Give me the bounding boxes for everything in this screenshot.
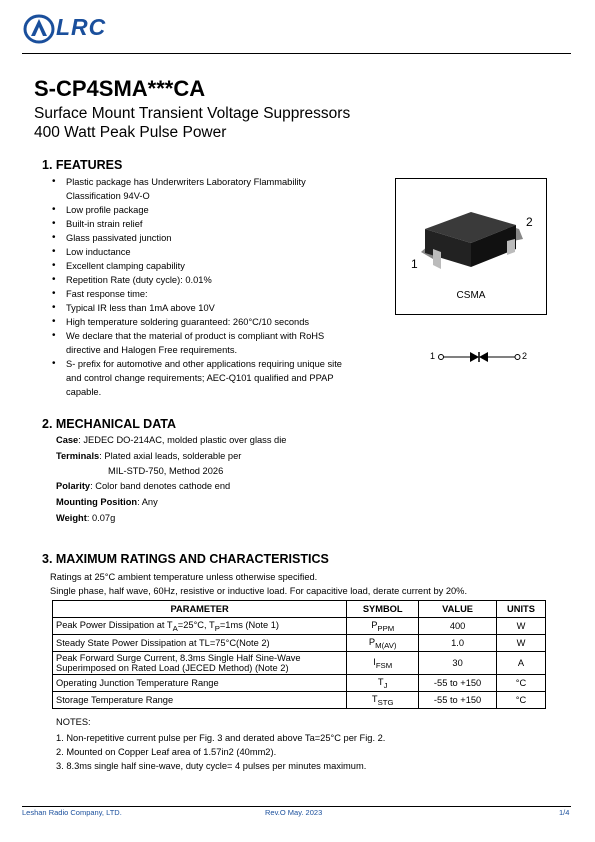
param-cell: Operating Junction Temperature Range xyxy=(53,675,347,692)
subtitle-2: 400 Watt Peak Pulse Power xyxy=(34,124,227,141)
symbol-sub: FSM xyxy=(375,660,393,670)
table-row xyxy=(53,618,546,635)
feature-item: • Built-in strain relief xyxy=(52,217,357,231)
ratings-table xyxy=(52,600,546,709)
mech-terminals-label: Terminals xyxy=(56,451,100,461)
features-heading: 1. FEATURES xyxy=(42,158,123,172)
param-sub: A xyxy=(172,623,178,633)
feature-item: • High temperature soldering guaranteed: 260°C/10 seconds xyxy=(52,315,357,329)
symbol-cell xyxy=(347,675,419,692)
feature-item: • Excellent clamping capability xyxy=(52,259,357,273)
header-value: VALUE xyxy=(419,601,497,618)
note-item: 2. Mounted on Copper Leaf area of 1.57in2 (40mm2). xyxy=(56,747,277,757)
param-line: Superimposed on Rated Load (JECED Method) (Note 2) xyxy=(56,663,289,673)
mech-case-label: Case xyxy=(56,435,79,445)
ratings-note-2: Single phase, half wave, 60Hz, resistive or inductive load. For capacitive load, derate current by 20%. xyxy=(50,586,468,596)
symbol-sub: PPM xyxy=(377,623,395,633)
header-symbol: SYMBOL xyxy=(347,601,419,618)
pin-2-label: 2 xyxy=(526,215,533,229)
unit-cell: W xyxy=(497,635,546,652)
mech-weight xyxy=(56,513,115,523)
table-header-row xyxy=(53,601,546,618)
mech-mounting-value: : Any xyxy=(137,497,158,507)
header-parameter: PARAMETER xyxy=(53,601,347,618)
param-cell: Storage Temperature Range xyxy=(53,692,347,709)
feature-item: • Plastic package has Underwriters Laboratory Flammability Classification 94V-O xyxy=(52,175,357,203)
ratings-note-1: Ratings at 25°C ambient temperature unless otherwise specified. xyxy=(50,572,318,582)
feature-item: • Typical IR less than 1mA above 10V xyxy=(52,301,357,315)
symbol-text: I xyxy=(373,656,376,667)
param-cell: Steady State Power Dissipation at TL=75°C(Note 2) xyxy=(53,635,347,652)
param-text: =25°C, T xyxy=(177,619,215,630)
mechanical-heading: 2. MECHANICAL DATA xyxy=(42,417,177,431)
mech-case xyxy=(56,435,286,445)
table-row xyxy=(53,635,546,652)
feature-item: • We declare that the material of product is compliant with RoHS directive and Halogen Free requirements. xyxy=(52,329,357,357)
symbol-text: T xyxy=(377,676,384,687)
footer-divider xyxy=(22,806,571,807)
value-cell: -55 to +150 xyxy=(419,675,497,692)
symbol-cell xyxy=(347,618,419,635)
param-cell xyxy=(53,618,347,635)
symbol-text: P xyxy=(371,619,378,630)
mech-polarity xyxy=(56,481,230,491)
header-units: UNITS xyxy=(497,601,546,618)
footer-company: Leshan Radio Company, LTD. xyxy=(22,808,122,817)
features-list xyxy=(52,175,357,399)
param-text: Peak Power Dissipation at T xyxy=(56,619,173,630)
csma-package-icon xyxy=(411,197,531,277)
pin-1-label: 1 xyxy=(411,257,418,271)
note-item: 3. 8.3ms single half sine-wave, duty cycle= 4 pulses per minutes maximum. xyxy=(56,761,367,771)
subtitle-1: Surface Mount Transient Voltage Suppressors xyxy=(34,105,351,122)
footer-revision: Rev.O May. 2023 xyxy=(265,808,323,817)
value-cell: -55 to +150 xyxy=(419,692,497,709)
symbol-sub: M(AV) xyxy=(375,640,397,650)
unit-cell: A xyxy=(497,652,546,675)
feature-item: • S- prefix for automotive and other applications requiring unique site and control change requirements; AEC-Q101 qualified and PPAP capable. xyxy=(52,357,357,399)
unit-cell: W xyxy=(497,618,546,635)
symbol-sub: J xyxy=(383,680,388,690)
logo-text: LRC xyxy=(56,14,107,40)
page-title: S-CP4SMA***CA xyxy=(34,76,206,101)
table-row xyxy=(53,692,546,709)
notes-heading: NOTES: xyxy=(56,717,91,727)
symbol-cell xyxy=(347,635,419,652)
unit-cell: °C xyxy=(497,692,546,709)
table-row xyxy=(53,652,546,675)
symbol-cell xyxy=(347,652,419,675)
table-row xyxy=(53,675,546,692)
param-sub: P xyxy=(214,623,220,633)
symbol-text: T xyxy=(371,693,378,704)
mech-weight-label: Weight xyxy=(56,513,87,523)
feature-item: • Repetition Rate (duty cycle): 0.01% xyxy=(52,273,357,287)
feature-item: • Low inductance xyxy=(52,245,357,259)
param-line: Peak Forward Surge Current, 8.3ms Single Half Sine-Wave xyxy=(56,653,301,663)
feature-item: • Glass passivated junction xyxy=(52,231,357,245)
mech-case-value: : JEDEC DO-214AC, molded plastic over glass die xyxy=(78,435,287,445)
note-item: 1. Non-repetitive current pulse per Fig. 3 and derated above Ta=25°C per Fig. 2. xyxy=(56,733,386,743)
param-cell xyxy=(53,652,347,675)
mech-polarity-label: Polarity xyxy=(56,481,91,491)
mech-terminals-value: : Plated axial leads, solderable per xyxy=(99,451,242,461)
unit-cell: °C xyxy=(497,675,546,692)
value-cell: 400 xyxy=(419,618,497,635)
feature-item: • Fast response time: xyxy=(52,287,357,301)
ratings-heading: 3. MAXIMUM RATINGS AND CHARACTERISTICS xyxy=(42,552,329,566)
footer-page: 1/4 xyxy=(559,808,570,817)
header-divider xyxy=(22,53,571,54)
mech-polarity-value: : Color band denotes cathode end xyxy=(90,481,231,491)
param-text: =1ms (Note 1) xyxy=(219,619,280,630)
symbol-text: P xyxy=(368,636,376,647)
mech-mounting-label: Mounting Position xyxy=(56,497,138,507)
bidirectional-diode-icon xyxy=(437,350,522,364)
symbol-cell xyxy=(347,692,419,709)
mech-mounting xyxy=(56,497,158,507)
symbol-sub: STG xyxy=(377,697,394,707)
value-cell: 1.0 xyxy=(419,635,497,652)
symbol-pin-2: 2 xyxy=(522,351,528,361)
mech-weight-value: : 0.07g xyxy=(86,513,116,523)
feature-item: • Low profile package xyxy=(52,203,357,217)
mech-terminals-value-2: MIL-STD-750, Method 2026 xyxy=(108,466,224,476)
package-label: CSMA xyxy=(456,290,486,301)
package-figure xyxy=(395,178,547,315)
symbol-pin-1: 1 xyxy=(430,351,436,361)
value-cell: 30 xyxy=(419,652,497,675)
mech-terminals xyxy=(56,451,241,461)
